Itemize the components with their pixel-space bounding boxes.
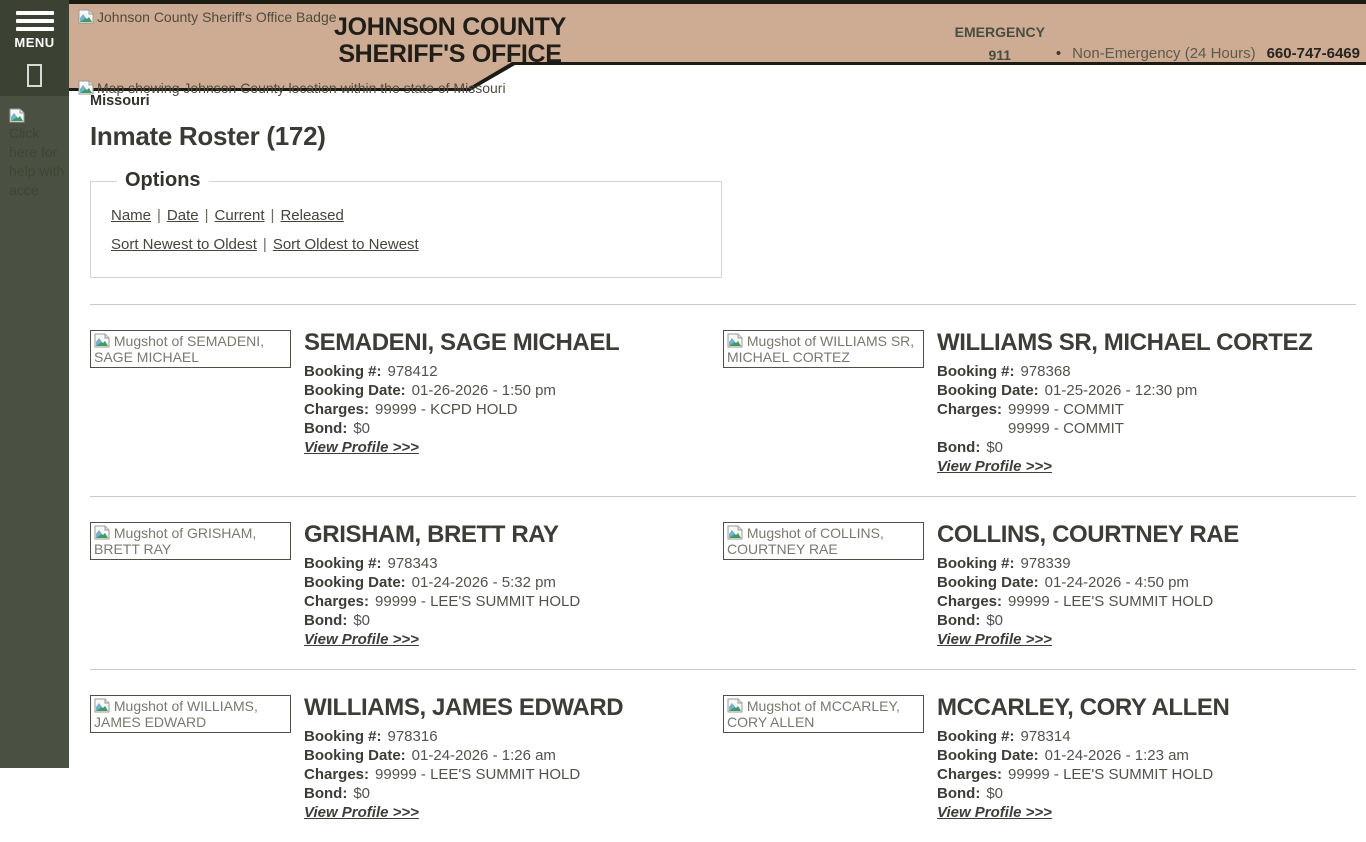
bond-label: Bond: (304, 785, 348, 802)
booking-number-value: 978412 (387, 363, 438, 380)
roster-row (90, 305, 1356, 496)
hamburger-icon (16, 11, 54, 31)
bond-label: Bond: (937, 439, 981, 456)
view-profile-link[interactable]: View Profile >>> (937, 804, 1052, 821)
view-profile-link[interactable]: View Profile >>> (304, 804, 419, 821)
mugshot-image-broken (90, 695, 291, 733)
emergency-contact-block (955, 24, 1360, 63)
bond-value: $0 (353, 612, 371, 629)
booking-number-value: 978343 (387, 555, 438, 572)
booking-number-value: 978316 (387, 728, 438, 745)
mugshot-alt-text: Mugshot of SEMADENI, SAGE MICHAEL (94, 333, 265, 365)
broken-image-icon (727, 333, 743, 348)
bond-value: $0 (353, 420, 371, 437)
options-panel (90, 169, 722, 278)
filter-link-current[interactable]: Current (214, 207, 265, 224)
inmate-name: GRISHAM, BRETT RAY (304, 521, 559, 548)
booking-date-label: Booking Date: (304, 382, 406, 399)
charges-label: Charges: (937, 593, 1003, 610)
inmate-card (723, 695, 1356, 822)
broken-image-icon (9, 108, 25, 123)
menu-label: MENU (14, 35, 55, 50)
site-title-line1: JOHNSON COUNTY (334, 13, 566, 41)
charges-value (375, 592, 580, 611)
inmate-card (90, 695, 723, 822)
mugshot-image-broken (723, 695, 924, 733)
menu-button[interactable] (0, 0, 69, 96)
booking-number-label: Booking #: (937, 555, 1015, 572)
charges-label: Charges: (304, 401, 370, 418)
missing-glyph-icon[interactable] (27, 64, 42, 87)
charges-value (1008, 592, 1213, 611)
map-alt-text: Map showing Johnson County location within the state of Missouri (97, 80, 506, 96)
booking-date-value: 01-24-2026 - 4:50 pm (1044, 574, 1189, 591)
emergency-number: 911 (988, 47, 1012, 63)
mugshot-alt-text: Mugshot of GRISHAM, BRETT RAY (94, 525, 257, 557)
broken-image-icon (94, 525, 110, 540)
non-emergency-number: 660-747-6469 (1266, 45, 1360, 62)
charge-line: 99999 - LEE'S SUMMIT HOLD (1008, 766, 1214, 783)
sidebar (0, 0, 69, 768)
charges-value (1008, 765, 1213, 784)
bond-value: $0 (986, 439, 1004, 456)
booking-date-value: 01-24-2026 - 1:26 am (411, 747, 556, 764)
view-profile-link[interactable]: View Profile >>> (304, 631, 419, 648)
booking-date-value: 01-25-2026 - 12:30 pm (1044, 382, 1198, 399)
booking-number-label: Booking #: (937, 363, 1015, 380)
link-separator: | (262, 236, 267, 253)
sort-links-row (111, 236, 721, 253)
charges-value (375, 400, 518, 419)
charges-value (1008, 400, 1124, 438)
roster-row (90, 670, 1356, 842)
mugshot-alt-text: Mugshot of WILLIAMS SR, MICHAEL CORTEZ (727, 333, 915, 365)
emergency-label: EMERGENCY (954, 24, 1045, 40)
options-heading: Options (117, 169, 209, 192)
inmate-roster (90, 304, 1356, 842)
accessibility-alt-text: Click here for help with acce (9, 125, 65, 198)
mugshot-image-broken (90, 330, 291, 368)
inmate-name: MCCARLEY, CORY ALLEN (937, 694, 1230, 721)
filter-links-row (111, 207, 721, 224)
link-separator: | (157, 207, 161, 224)
view-profile-link[interactable]: View Profile >>> (937, 631, 1052, 648)
inmate-card (90, 522, 723, 649)
charge-line: 99999 - COMMIT (1008, 401, 1124, 418)
bond-value: $0 (986, 785, 1004, 802)
inmate-name: WILLIAMS SR, MICHAEL CORTEZ (937, 329, 1313, 356)
mugshot-alt-text: Mugshot of WILLIAMS, JAMES EDWARD (94, 698, 258, 730)
link-separator: | (270, 207, 275, 224)
charge-line: 99999 - COMMIT (1008, 420, 1124, 437)
broken-image-icon (727, 525, 743, 540)
booking-number-label: Booking #: (304, 728, 382, 745)
non-emergency-label: Non-Emergency (24 Hours) (1072, 45, 1256, 62)
booking-date-label: Booking Date: (937, 747, 1039, 764)
booking-date-label: Booking Date: (937, 574, 1039, 591)
booking-date-label: Booking Date: (304, 574, 406, 591)
link-separator: | (204, 207, 209, 224)
booking-number-label: Booking #: (937, 728, 1015, 745)
inmate-card (723, 330, 1356, 476)
booking-date-label: Booking Date: (304, 747, 406, 764)
broken-image-icon (727, 698, 743, 713)
charge-line: 99999 - LEE'S SUMMIT HOLD (375, 593, 581, 610)
bullet-separator: • (1055, 45, 1062, 62)
charges-label: Charges: (304, 593, 370, 610)
site-header (69, 0, 1366, 110)
booking-number-value: 978339 (1020, 555, 1071, 572)
charges-label: Charges: (937, 401, 1003, 418)
mugshot-image-broken (723, 522, 924, 560)
charges-label: Charges: (937, 766, 1003, 783)
charge-line: 99999 - LEE'S SUMMIT HOLD (375, 766, 581, 783)
view-profile-link[interactable]: View Profile >>> (937, 458, 1052, 475)
booking-date-value: 01-24-2026 - 5:32 pm (411, 574, 556, 591)
bond-label: Bond: (937, 785, 981, 802)
inmate-name: COLLINS, COURTNEY RAE (937, 521, 1239, 548)
map-caption: Missouri (90, 93, 150, 109)
inmate-card (90, 330, 723, 476)
mugshot-image-broken (90, 522, 291, 560)
booking-number-value: 978368 (1020, 363, 1071, 380)
booking-date-value: 01-24-2026 - 1:23 am (1044, 747, 1189, 764)
bond-label: Bond: (937, 612, 981, 629)
broken-image-icon (94, 333, 110, 348)
badge-alt-text: Johnson County Sheriff's Office Badge (97, 9, 337, 25)
charge-line: 99999 - LEE'S SUMMIT HOLD (1008, 593, 1214, 610)
roster-row (90, 497, 1356, 669)
mugshot-image-broken (723, 330, 924, 368)
bond-label: Bond: (304, 420, 348, 437)
broken-image-icon (78, 9, 94, 24)
mugshot-alt-text: Mugshot of COLLINS, COURTNEY RAE (727, 525, 884, 557)
filter-link-released[interactable]: Released (280, 207, 344, 224)
inmate-name: WILLIAMS, JAMES EDWARD (304, 694, 624, 721)
booking-number-label: Booking #: (304, 363, 382, 380)
sort-link-sort-newest-to-oldest[interactable]: Sort Newest to Oldest (111, 236, 257, 253)
filter-link-date[interactable]: Date (166, 207, 199, 224)
booking-number-value: 978314 (1020, 728, 1071, 745)
accessibility-help-link[interactable] (0, 108, 69, 200)
filter-link-name[interactable]: Name (111, 207, 152, 224)
site-title (270, 14, 630, 68)
charges-value (375, 765, 580, 784)
booking-date-value: 01-26-2026 - 1:50 pm (411, 382, 556, 399)
bond-label: Bond: (304, 612, 348, 629)
charges-label: Charges: (304, 766, 370, 783)
inmate-name: SEMADENI, SAGE MICHAEL (304, 329, 620, 356)
view-profile-link[interactable]: View Profile >>> (304, 439, 419, 456)
bond-value: $0 (353, 785, 371, 802)
page-title: Inmate Roster (172) (90, 121, 326, 151)
site-title-line2: SHERIFF'S OFFICE (338, 40, 562, 68)
booking-number-label: Booking #: (304, 555, 382, 572)
charge-line: 99999 - KCPD HOLD (375, 401, 518, 418)
sort-link-sort-oldest-to-newest[interactable]: Sort Oldest to Newest (272, 236, 419, 253)
inmate-card (723, 522, 1356, 649)
broken-image-icon (94, 698, 110, 713)
bond-value: $0 (986, 612, 1004, 629)
booking-date-label: Booking Date: (937, 382, 1039, 399)
mugshot-alt-text: Mugshot of MCCARLEY, CORY ALLEN (727, 698, 900, 730)
